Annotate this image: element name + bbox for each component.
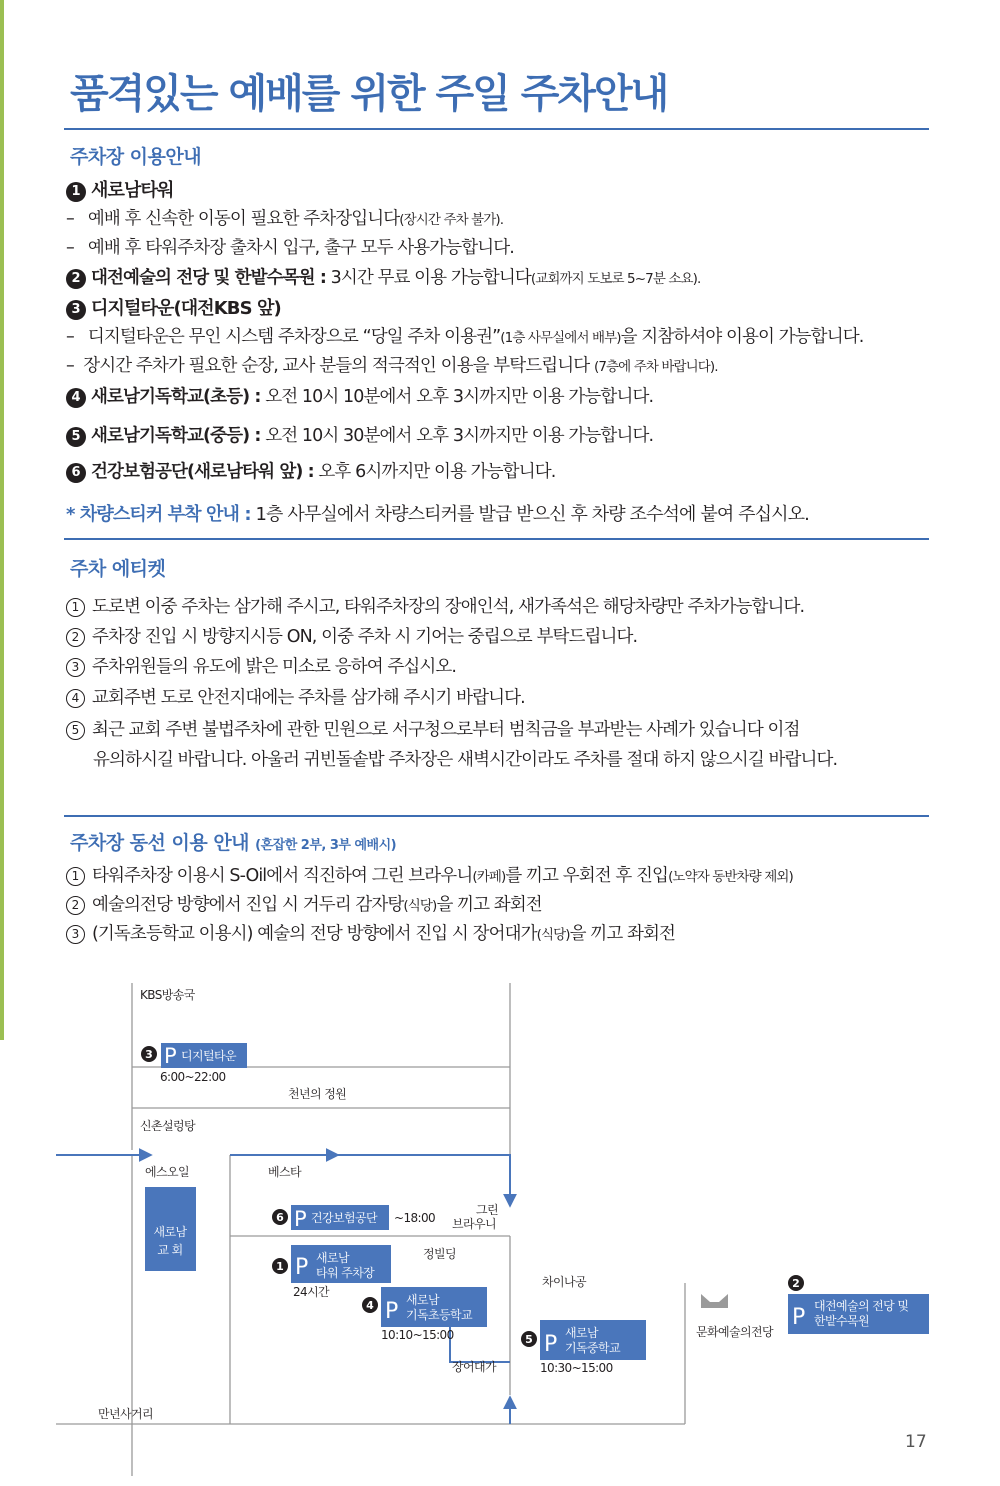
lot-name: 건강보험공단 [311, 1211, 377, 1225]
route-item [66, 862, 793, 887]
parking-p-icon: P [544, 1332, 558, 1357]
number-badge: 5 [66, 427, 86, 447]
item-small: (교회까지 도보로 5~7분 소요). [530, 271, 701, 287]
note-small: (1층 사무실에서 배부) [500, 330, 621, 346]
lot-number: 6 [276, 1211, 284, 1224]
label-jeongbil: 정빌딩 [423, 1247, 456, 1261]
lot-insurance [272, 1205, 435, 1231]
section-etiquette-title: 주차 에티켓 [70, 558, 166, 580]
dash: – [66, 327, 74, 347]
item-name: 디지털타운(대전KBS 앞) [91, 298, 281, 319]
route-small-2: (노약자 동반차량 제외) [668, 869, 793, 885]
lot-name: 디지털타운 [181, 1049, 236, 1063]
label-manyeon: 만년사거리 [98, 1407, 153, 1421]
section-route-title [70, 828, 396, 855]
circled-number: 5 [66, 721, 85, 740]
parking-route-map [0, 970, 1000, 1486]
item-tower [66, 176, 173, 202]
lot-name: 대전예술의 전당 및 [814, 1299, 909, 1313]
lot-tower [272, 1245, 391, 1299]
etiquette-text: 주차장 진입 시 방향지시등 ON, 이중 주차 시 기어는 중립으로 부탁드립니다. [92, 627, 638, 647]
etiquette-item [66, 684, 525, 709]
etiquette-text: 도로변 이중 주차는 삼가해 주시고, 타워주차장의 장애인석, 새가족석은 해당차량만 주차가능합니다. [92, 597, 805, 617]
item-arts-center [66, 264, 700, 289]
lot-time: 10:30~15:00 [540, 1361, 613, 1375]
circled-number: 4 [66, 689, 85, 708]
route-small: (식당) [403, 898, 437, 914]
lot-time: ~18:00 [394, 1211, 436, 1225]
parking-p-icon: P [385, 1299, 399, 1324]
item-text: 오전 10시 10분에서 오후 3시까지만 이용 가능합니다. [260, 387, 654, 407]
item-name: 새로남기독학교(초등) : [91, 387, 261, 407]
item-name: 새로남타워 [91, 180, 174, 201]
label-china: 차이나공 [542, 1275, 586, 1289]
sticker-notice [66, 500, 809, 526]
section-parking-info-title: 주차장 이용안내 [70, 146, 202, 168]
circled-number: 2 [66, 628, 85, 647]
etiquette-text: 주차위원들의 유도에 밝은 미소로 응하여 주십시오. [92, 657, 457, 677]
lot-time: 10:10~15:00 [381, 1328, 454, 1342]
item-text: 오전 10시 30분에서 오후 3시까지만 이용 가능합니다. [260, 426, 654, 446]
item-name: 대전예술의 전당 및 한밭수목원 : [91, 268, 326, 288]
item-elementary-school [66, 383, 653, 408]
number-badge: 6 [66, 463, 86, 483]
lot-time: 24시간 [293, 1285, 330, 1299]
lot-name-2: 기독중학교 [565, 1341, 620, 1355]
circled-number: 1 [66, 867, 85, 886]
parking-p-icon: P [792, 1305, 806, 1330]
side-stripe [0, 0, 4, 1040]
route-item [66, 920, 675, 945]
dash: – [66, 356, 74, 376]
circled-number: 3 [66, 658, 85, 677]
note-text: 디지털타운은 무인 시스템 주차장으로 “당일 주차 이용권” [87, 327, 501, 347]
note-text-2: 을 지참하셔야 이용이 가능합니다. [620, 327, 864, 347]
parking-p-icon: P [295, 1255, 309, 1280]
item-tower-note-2 [66, 234, 514, 259]
etiquette-item [66, 623, 637, 648]
number-badge: 1 [66, 182, 86, 202]
lot-name: 새로남 [565, 1326, 598, 1340]
note-small: (장시간 주차 불가). [399, 212, 504, 228]
section-rule [64, 815, 929, 817]
label-brownie: 브라우니 [452, 1217, 496, 1231]
circled-number: 2 [66, 896, 85, 915]
route-small: (카페) [472, 869, 506, 885]
lot-time: 6:00~22:00 [160, 1070, 226, 1084]
lot-number: 2 [792, 1277, 800, 1290]
lot-digital-town [141, 1043, 247, 1084]
etiquette-text: 최근 교회 주변 불법주차에 관한 민원으로 서구청으로부터 범칙금을 부과받는 사례가 있습니다 이점 [92, 720, 800, 740]
route-text: 예술의전당 방향에서 진입 시 거두리 감자탕 [92, 895, 404, 915]
lot-middle-school [521, 1320, 646, 1375]
route-item [66, 891, 542, 916]
number-badge: 2 [66, 269, 86, 289]
item-name: 새로남기독학교(중등) : [91, 426, 261, 446]
parking-p-icon: P [164, 1044, 177, 1068]
church-label-2: 교 회 [157, 1243, 183, 1257]
lot-name: 새로남 [316, 1251, 349, 1265]
dash: – [66, 209, 74, 229]
item-tower-note-1 [66, 205, 503, 230]
route-text: (기독초등학교 이용시) 예술의 전당 방향에서 진입 시 장어대가 [92, 924, 537, 944]
item-text: 오후 6시까지만 이용 가능합니다. [313, 462, 556, 482]
lot-number: 3 [145, 1048, 153, 1061]
sticker-label: * 차량스티커 부착 안내 : [66, 504, 251, 525]
etiquette-continuation: 유의하시길 바랍니다. 아울러 귀빈돌솥밥 주차장은 새벽시간이라도 주차를 절대 하지 않으시길 바랍니다. [93, 750, 838, 770]
etiquette-text: 교회주변 도로 안전지대에는 주차를 삼가해 주시기 바랍니다. [92, 688, 525, 708]
item-insurance [66, 458, 555, 483]
label-besta: 베스타 [268, 1165, 301, 1179]
page-title: 품격있는 예배를 위한 주일 주차안내 [70, 71, 668, 117]
route-title-text: 주차장 동선 이용 안내 [70, 832, 250, 854]
church-label: 새로남 [153, 1225, 187, 1239]
item-name: 건강보험공단(새로남타워 앞) : [91, 462, 314, 482]
sticker-text: 1층 사무실에서 차량스티커를 발급 받으신 후 차량 조수석에 붙여 주십시오. [250, 504, 809, 525]
lot-elementary-school [362, 1287, 487, 1342]
label-green: 그린 [476, 1203, 498, 1217]
parking-p-icon: P [294, 1207, 307, 1231]
item-digital-note-1 [66, 323, 863, 348]
note-text: 예배 후 신속한 이동이 필요한 주차장입니다 [87, 209, 400, 229]
etiquette-item [66, 716, 800, 741]
route-subtitle: (혼잡한 2부, 3부 예배시) [255, 838, 397, 853]
route-text-2: 를 끼고 우회전 후 진입 [505, 866, 669, 886]
note-small: (7층에 주차 바랍니다). [593, 359, 718, 375]
title-rule [64, 128, 929, 130]
circled-number: 1 [66, 598, 85, 617]
route-small: (식당) [536, 927, 570, 943]
label-eel: 장어대가 [452, 1360, 496, 1374]
lot-arts-center [788, 1275, 929, 1334]
dash: – [66, 238, 74, 258]
item-text: 3시간 무료 이용 가능합니다 [325, 268, 531, 288]
page-number: 17 [905, 1432, 927, 1452]
lot-name-2: 한밭수목원 [814, 1314, 869, 1328]
label-kbs: KBS방송국 [140, 988, 195, 1002]
number-badge: 4 [66, 388, 86, 408]
lot-name-2: 기독초등학교 [406, 1308, 472, 1322]
label-soil: 에스오일 [145, 1165, 189, 1179]
note-text: 장시간 주차가 필요한 순장, 교사 분들의 적극적인 이용을 부탁드립니다 [83, 356, 594, 376]
item-digital-town [66, 294, 281, 320]
lot-name-2: 타워 주차장 [316, 1266, 375, 1280]
etiquette-item [66, 653, 456, 678]
label-arts-center: 문화예술의전당 [696, 1325, 773, 1339]
section-rule [64, 538, 929, 540]
etiquette-item [66, 593, 804, 618]
lot-name: 새로남 [406, 1293, 439, 1307]
circled-number: 3 [66, 925, 85, 944]
lot-number: 1 [276, 1260, 284, 1273]
route-text: 타워주차장 이용시 S-Oil에서 직진하여 그린 브라우니 [92, 866, 473, 886]
item-digital-note-2 [66, 352, 718, 377]
lot-number: 5 [525, 1333, 533, 1346]
route-text-2: 을 끼고 좌회전 [436, 895, 542, 915]
note-text: 예배 후 타워주차장 출차시 입구, 출구 모두 사용가능합니다. [87, 238, 514, 258]
route-text-2: 을 끼고 좌회전 [569, 924, 676, 944]
arts-center-icon [701, 1294, 728, 1308]
number-badge: 3 [66, 300, 86, 320]
label-sinchon: 신촌설렁탕 [140, 1119, 195, 1133]
label-garden: 천년의 정원 [288, 1087, 347, 1101]
lot-number: 4 [366, 1299, 374, 1312]
item-middle-school [66, 422, 653, 447]
